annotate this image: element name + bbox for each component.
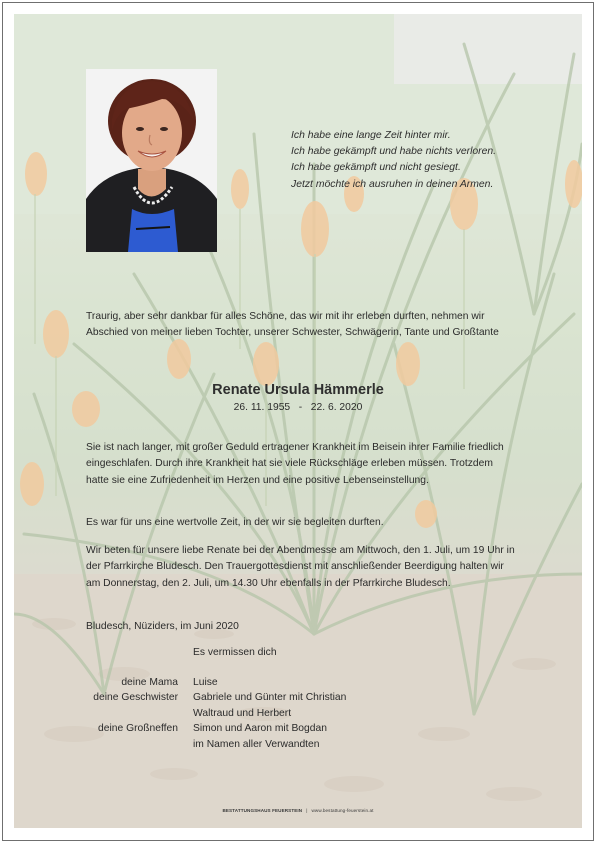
relation-label: deine Großneffen <box>98 723 178 734</box>
footer-brand: BESTATTUNGSHAUS FEUERSTEIN <box>222 808 303 813</box>
poem-line: Ich habe eine lange Zeit hinter mir. <box>291 130 451 141</box>
life-dates <box>0 402 596 413</box>
birth-date: 26. 11. 1955 <box>233 402 291 413</box>
mourners-heading: Es vermissen dich <box>193 647 277 658</box>
relation-label: deine Mama <box>121 677 178 688</box>
poem-line: Ich habe gekämpft und nicht gesiegt. <box>291 162 461 174</box>
mourner-names: Gabriele und Günter mit Christian <box>193 692 347 703</box>
poem <box>291 128 571 193</box>
paragraph-time: Es war für uns eine wertvolle Zeit, in der wir sie begleiten durften. <box>86 517 384 528</box>
paragraph-services: Wir beten für unsere liebe Renate bei der Abendmesse am Mittwoch, den 1. Juli, um 19 Uhr in der Pfarrkirche Bludesch. Den Trauergottesdienst mit anschließender Beerdigung halten wir am Donnerstag, den 2. Juli, um 14.30 Uhr ebenfalls in der Pfarrkirche Bludesch. <box>86 545 515 589</box>
mourner-names: Luise <box>193 677 218 688</box>
mourner-names: Waltraud und Herbert <box>193 708 292 719</box>
intro-text: Traurig, aber sehr dankbar für alles Schöne, das wir mit ihr erleben durften, nehmen wir Abschied von meiner lieben Tochter, unserer Schwester, Schwägerin, Tante und Großtante <box>86 311 499 339</box>
footer <box>0 808 596 813</box>
place-and-date: Bludesch, Nüziders, im Juni 2020 <box>86 621 239 632</box>
poem-line: Ich habe gekämpft und habe nichts verloren. <box>291 146 497 158</box>
death-date: 22. 6. 2020 <box>310 402 363 413</box>
date-separator: - <box>298 402 303 413</box>
relation-label: deine Geschwister <box>93 692 178 703</box>
footer-url: www.bestattung-feuerstein.at <box>311 808 374 813</box>
paragraph-illness: Sie ist nach langer, mit großer Geduld ertragener Krankheit im Beisein ihrer Familie friedlich eingeschlafen. Durch ihre Krankheit hat sie viele Rückschläge erleben müssen. Trotzdem hatte sie eine Zufriedenheit im Herzen und eine positive Lebenseinstellung. <box>86 442 504 486</box>
mourner-names: im Namen aller Verwandten <box>193 739 320 750</box>
footer-separator: | <box>306 808 308 813</box>
portrait-photo <box>86 69 217 252</box>
poem-line: Jetzt möchte ich ausruhen in deinen Armen. <box>291 178 494 190</box>
deceased-name: Renate Ursula Hämmerle <box>212 382 384 398</box>
mourner-names: Simon und Aaron mit Bogdan <box>193 723 327 734</box>
